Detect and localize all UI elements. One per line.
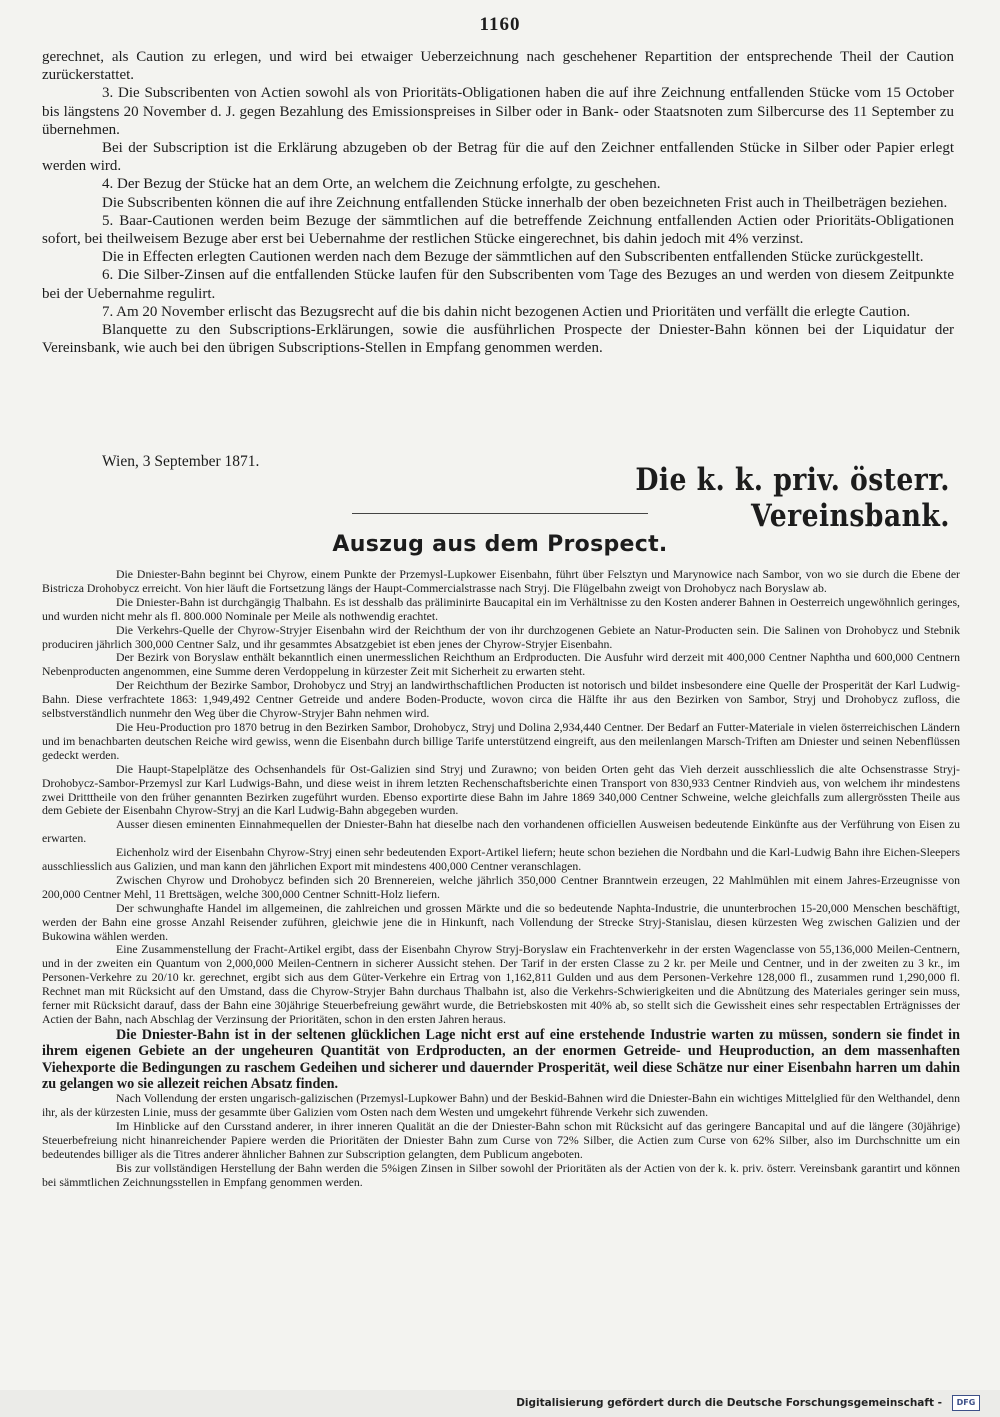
terms-paragraph: Blanquette zu den Subscriptions-Erklärungen, sowie die ausführlichen Prospecte der Dniester-Bahn können bei der Liquidatur der Vereinsbank, wie auch bei den übrigen Subscriptions-Stellen in Empfang genommen werden. bbox=[42, 322, 954, 357]
prospect-paragraph: Bis zur vollständigen Herstellung der Bahn werden die 5%igen Zinsen in Silber sowohl der Prioritäten als der Actien von der k. k. priv. österr. Vereinsbank garantirt und können bei sämmtlichen Zeichnungsstellen in Empfang genommen werden. bbox=[42, 1160, 960, 1189]
terms-paragraph: 7. Am 20 November erlischt das Bezugsrecht auf die bis dahin nicht bezogenen Actien und Prioritäten und verfällt die erlegte Caution. bbox=[102, 303, 911, 320]
prospect-closing-statement: Die Dniester-Bahn ist in der seltenen glücklichen Lage nicht erst auf eine erstehende Industrie warten zu müssen, sondern sie findet in ihrem eigenen Gebiete an der ungeheuren Quantität von Erdproducten, an der enormen Getreide- und Heuproduction, an dem massenhaften Viehexporte die Bedingungen zu raschem Gedeihen und sicherer und dauernder Prosperität, weil diese Schätze nur einer Eisenbahn harren um dahin zu gelangen wo sie allezeit reichen Absatz finden. bbox=[42, 1026, 960, 1092]
terms-paragraph: 5. Baar-Cautionen werden beim Bezuge der sämmtlichen auf die betreffende Zeichnung entfallenden Actien oder Prioritäts-Obligationen sofort, bei theilweisem Bezuge aber erst bei Uebernahme der restlichen Stücke eingerechnet, bis dahin jedoch mit 4% verzinst. bbox=[42, 212, 954, 248]
prospect-paragraph: Zwischen Chyrow und Drohobycz befinden sich 20 Brennereien, welche jährlich 350,000 Centner Branntwein erzeugen, 22 Mahlmühlen mit einem Jahres-Erzeugnisse von 200,000 Centner Mehl, 11 Brettsägen, welche 300,000 Centner Schnitt-Holz liefern. bbox=[42, 872, 960, 901]
terms-paragraph: Bei der Subscription ist die Erklärung abzugeben ob der Betrag für die auf den Zeichner entfallenden Stücke in Silber oder Papier erlegt werden wird. bbox=[42, 140, 954, 175]
prospect-paragraph: Im Hinblicke auf den Cursstand anderer, in ihrer inneren Qualität an die der Dniester-Bahn schon mit Rücksicht auf das geringere Bancapital und auf die längere (30jährige) Steuerbefreiung nicht hinanreichender Papiere werden die Prioritäten der Dniester Bahn zum Curse von 72% Silber, die Actien zum Curse von 62% Silber, also im Durchschnitte um ein bedeutendes billiger als die Titres anderer ähnlicher Bahnen zur Subscription gelangten, dem Publicum angeboten. bbox=[42, 1118, 960, 1161]
prospect-paragraph: Ausser diesen eminenten Einnahmequellen der Dniester-Bahn hat dieselbe nach den vorhandenen officiellen Ausweisen bedeutende Einkünfte aus der Verführung von Eisen zu erwarten. bbox=[42, 817, 960, 846]
subscription-terms bbox=[42, 48, 954, 357]
terms-paragraph: 6. Die Silber-Zinsen auf die entfallenden Stücke laufen für den Subscribenten vom Tage des Bezuges an und werden von diesem Zeitpunkte bei der Uebernahme regulirt. bbox=[42, 267, 954, 302]
section-divider bbox=[352, 513, 648, 514]
dfg-logo-icon: DFG bbox=[952, 1395, 980, 1411]
prospect-excerpt bbox=[42, 568, 960, 1189]
terms-paragraph: Die in Effecten erlegten Cautionen werden nach dem Bezuge der sämmtlichen auf den Subscribenten entfallenden Stücke zurückgestellt. bbox=[102, 249, 924, 266]
prospect-paragraph: Die Dniester-Bahn ist durchgängig Thalbahn. Es ist desshalb das präliminirte Baucapital ein im Verhältnisse zu den Kosten anderer Bahnen in Oesterreich ungewöhnlich geringes, und wurden nicht mehr als fl. 800.000 Nominale per Meile als nothwendig erachtet. bbox=[42, 594, 960, 623]
prospect-heading: Auszug aus dem Prospect. bbox=[332, 532, 668, 557]
prospect-paragraph: Die Haupt-Stapelplätze des Ochsenhandels für Ost-Galizien sind Stryj und Zurawno; von beiden Orten geht das Vieh derzeit ausschliesslich die alte Ochsenstrasse Stryj-Drohobycz-Sambor-Przemysl zur Karl Ludwigs-Bahn, und diese weist in ihrem letzten Rechenschaftsberichte einen Transport von 830,933 Centner Rindvieh aus, von welchem ihr mindestens zwei Dritttheile von den früher genannten Bezirken zugeführt wurden. Ebenso exportirte diese Bahn im Jahre 1869 340,000 Centner Schweine, welche gleichfalls zum allergrössten Theile aus dem Gebiete der Eisenbahn Chyrow-Stryj an die Karl Ludwig-Bahn abgegeben wurden. bbox=[42, 761, 960, 818]
digitization-footer bbox=[0, 1390, 1000, 1417]
prospect-paragraph: Der Bezirk von Boryslaw enthält bekanntlich einen unermesslichen Reichthum an Erdproducten. Die Ausfuhr wird derzeit mit 400,000 Centner Naphtha und 600,000 Centnern Nebenproducten angenommen, eine Summe deren Verdoppelung in kürzester Zeit mit Sicherheit zu erwarten steht. bbox=[42, 650, 960, 679]
dateline: Wien, 3 September 1871. bbox=[102, 453, 260, 470]
terms-paragraph: Die Subscribenten können die auf ihre Zeichnung entfallenden Stücke innerhalb der oben bezeichneten Frist auch in Theilbeträgen beziehen. bbox=[102, 194, 948, 211]
prospect-paragraph: Der schwunghafte Handel im allgemeinen, die zahlreichen und grossen Märkte und die so bedeutende Naphta-Industrie, die ununterbrochen 15-20,000 Menschen beschäftigt, werden der Bahn eine grosse Anzahl Reisender zuführen, gleichwie jene die in Hinkunft, nach Vollendung der Strecke Stryj-Stanislau, diesen kürzesten Weg zwischen Galizien und der Bukowina wählen werden. bbox=[42, 900, 960, 943]
prospect-paragraph: Die Dniester-Bahn beginnt bei Chyrow, einem Punkte der Przemysl-Lupkower Eisenbahn, führt über Felsztyn und Marynowice nach Sambor, von wo sie durch die Ebene der Bistricza Drohobycz erreicht. Von hier läuft die Fortsetzung längs der Haupt-Commercialstrasse nach Stryj. Die Flügelbahn zweigt von Drohobycz nach Boryslaw ab. bbox=[42, 567, 960, 595]
prospect-paragraph: Eine Zusammenstellung der Fracht-Artikel ergibt, dass der Eisenbahn Chyrow Stryj-Boryslaw ein Frachtenverkehr in der ersten Wagenclasse von 55,136,000 Meilen-Centnern, und in der zweiten ein Quantum von 2,000,000 Meilen-Centnern in sicherer Aussicht stehen. Der Tarif in der ersten Classe zu 2 kr. per Meile und Centner, und in der zweiten zu 3 kr., im Personen-Verkehre zu 20/10 kr. gerechnet, ergibt sich aus dem Güter-Verkehre ein Ertrag von 1,162,811 Gulden und aus dem Personen-Verkehre 128,000 fl., zusammen rund 1,290,000 fl. Rechnet man mit Rücksicht auf den Umstand, dass die Chyrow-Stryjer Bahn durchaus Thalbahn ist, also die Verkehrs-Schwierigkeiten und die Abnützung des Materiales geringer sein muss, ferner mit Rücksicht darauf, dass der Bahn eine 30jährige Steuerbefreiung gewährt wurde, die Betriebskosten mit 40% ab, so stellt sich die Gewissheit eines sehr respectablen Erträgnisses der Actien der Bahn, nach Abschlag der Verzinsung der Prioritäten, schon in den ersten Jahren heraus. bbox=[42, 942, 960, 1026]
prospect-paragraph: Die Verkehrs-Quelle der Chyrow-Stryjer Eisenbahn wird der Reichthum der von ihr durchzogenen Gebiete an Natur-Producten sein. Die Salinen von Drohobycz und Stebnik produciren jährlich 300,000 Centner Salz, und ihr gesammtes Absatzgebiet ist eben jenes der Chyrow-Stryjer Eisenbahn. bbox=[42, 622, 960, 651]
bank-signature: Die k. k. priv. österr. Vereinsbank. bbox=[635, 462, 950, 534]
terms-paragraph: 3. Die Subscribenten von Actien sowohl als von Prioritäts-Obligationen haben die auf ihre Zeichnung entfallenden Stücke vom 15 October bis längstens 20 November d. J. gegen Bezahlung des Emissionspreises in Silber oder in Bank- oder Staatsnoten zum Silbercurse des 11 September zu übernehmen. bbox=[42, 85, 954, 138]
prospect-paragraph: Eichenholz wird der Eisenbahn Chyrow-Stryj einen sehr bedeutenden Export-Artikel liefern; heute schon beziehen die Nordbahn und die Karl-Ludwig Bahn ihre Eichen-Sleepers ausschliesslich aus Galizien, und man kann den jährlichen Export mit mindestens 400,000 Centner veranschlagen. bbox=[42, 845, 960, 874]
funding-credit: Digitalisierung gefördert durch die Deutsche Forschungsgemeinschaft - bbox=[516, 1397, 942, 1409]
page-number: 1160 bbox=[479, 14, 521, 35]
terms-paragraph: 4. Der Bezug der Stücke hat an dem Orte, an welchem die Zeichnung erfolgte, zu geschehen. bbox=[102, 176, 661, 193]
prospect-paragraph: Nach Vollendung der ersten ungarisch-galizischen (Przemysl-Lupkower Bahn) und der Beskid-Bahnen wird die Dniester-Bahn ein wichtiges Mittelglied für den Welthandel, denn ihr, als der kürzesten Linie, muss der gesammte über Galizien vom Osten nach dem Westen und umgekehrt führende Verkehr sich zuwenden. bbox=[42, 1091, 960, 1119]
prospect-paragraph: Der Reichthum der Bezirke Sambor, Drohobycz und Stryj an landwirthschaftlichen Producten ist notorisch und bildet insbesondere eine Quelle der Prosperität der Karl Ludwig-Bahn. Diese verfrachtete 1863: 1,949,492 Centner Getreide und andere Boden-Producte, wovon circa die Hälfte ihr aus den Bezirken von Sambor, Stryj und Drohobycz zufloss, die selbstverständlich nunmehr den Weg über die Chyrow-Stryjer Bahn nehmen wird. bbox=[42, 678, 960, 721]
prospect-paragraph: Die Heu-Production pro 1870 betrug in den Bezirken Sambor, Drohobycz, Stryj und Dolina 2,934,440 Centner. Der Bedarf an Futter-Materiale in vielen österreichischen Ländern und im benachbarten deutschen Reiche wird gewiss, wenn die Eisenbahn durch billige Tarife unterstützend eingreift, aus den meilenlangen Marsch-Triften am Dniester und seinen Nebenflüssen gedeckt werden. bbox=[42, 719, 960, 762]
terms-paragraph: gerechnet, als Caution zu erlegen, und wird bei etwaiger Ueberzeichnung nach geschehener Repartition der entsprechende Theil der Caution zurückerstattet. bbox=[42, 49, 954, 84]
